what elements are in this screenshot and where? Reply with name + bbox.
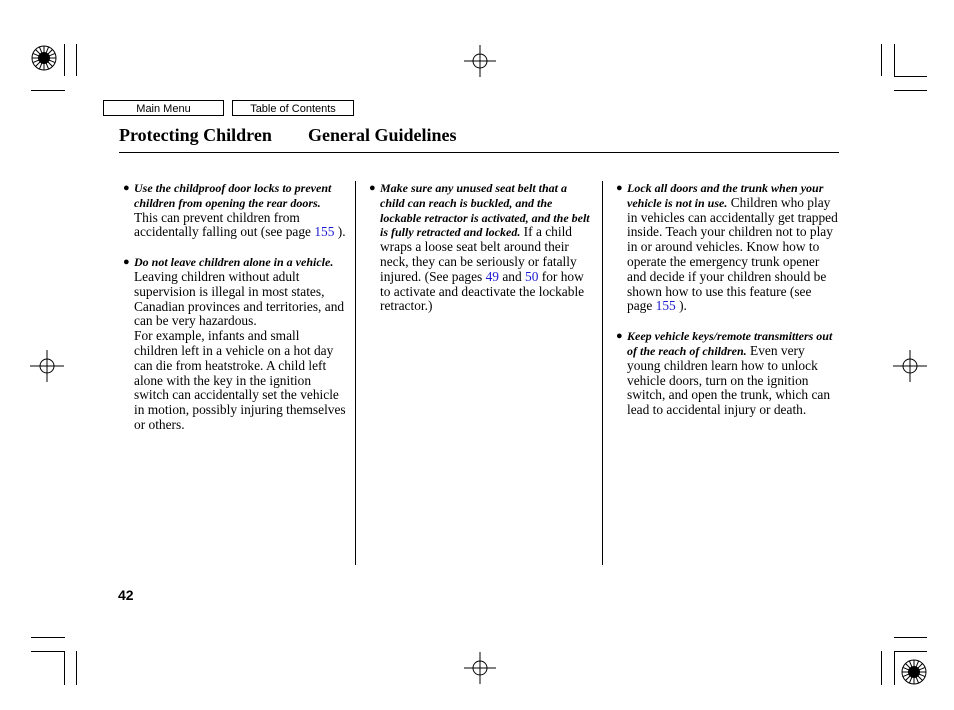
section-title: Protecting Children [119, 125, 272, 145]
list-item: ● Lock all doors and the trunk when your vehicle is not in use. Children who play in vehicles can accidentally get trapped inside. Teach your children not to play in or around vehicles. Know how to operate the emergency trunk opener and decide if your children should be shown how to use this feature (see page 155 ). [616, 181, 838, 314]
item-heading: Use the childproof door locks to prevent children from opening the rear doors. [134, 181, 332, 210]
column-2 [369, 181, 591, 314]
column-divider [355, 181, 356, 565]
subsection-title: General Guidelines [308, 125, 457, 145]
page-link-155[interactable]: 155 [314, 224, 335, 240]
item-heading: Do not leave children alone in a vehicle. [134, 255, 334, 270]
item-body: Children who play in vehicles can accidentally get trapped inside. Teach your children not to play in or around vehicles. Know how to operate the emergency trunk opener and decide if your children should be shown how to use this feature (see page [627, 194, 838, 314]
registration-target-icon [464, 652, 496, 684]
table-of-contents-button[interactable]: Table of Contents [232, 100, 354, 116]
item-body: Even very young children learn how to unlock vehicle doors, turn on the ignition switch, and open the trunk, which can lead to accidental injury or death. [627, 342, 831, 418]
page-link-50[interactable]: 50 [525, 268, 539, 284]
column-divider [602, 181, 603, 565]
list-item: ● Make sure any unused seat belt that a child can reach is buckled, and the lockable retractor is activated, and the belt is fully retracted and locked. If a child wraps a loose seat belt around their neck, they can be seriously or fatally injured. (See pages 49 and 50 for how to activate and deactivate the lockable retractor.) [369, 181, 590, 314]
registration-target-icon [30, 350, 64, 382]
page-link-49[interactable]: 49 [485, 268, 499, 284]
header-rule [119, 152, 839, 153]
page-link-155[interactable]: 155 [655, 298, 676, 314]
list-item: ● Keep vehicle keys/remote transmitters out of the reach of children. Even very young children learn how to unlock vehicle doors, turn on the ignition switch, and open the trunk, which can lead to accidental injury or death. [616, 329, 833, 418]
sunburst-mark-icon [31, 45, 57, 71]
item-extra-paragraph: For example, infants and small children left in a vehicle on a hot day can die from heatstroke. A child left alone with the key in the ignition switch can accidentally set the vehicle in motion, possibly injuring themselves or others. [134, 328, 346, 432]
list-item: ● Do not leave children alone in a vehicle. Leaving children without adult supervision is illegal in most states, Canadian provinces and territories, and can be very hazardous. [123, 255, 345, 329]
list-item: ● Use the childproof door locks to prevent children from opening the rear doors. This can prevent children from accidentally falling out (see page 155 ). [123, 181, 346, 240]
sunburst-mark-icon [901, 659, 927, 685]
registration-target-icon [464, 45, 496, 77]
item-body: If a child wraps a loose seat belt around their neck, they can be seriously or fatally injured. (See pages [380, 224, 577, 284]
item-body: This can prevent children from accidentally falling out (see page [134, 209, 315, 240]
item-body: Leaving children without adult supervision is illegal in most states, Canadian provinces and territories, and can be very hazardous. [134, 268, 345, 329]
item-heading: Make sure any unused seat belt that a child can reach is buckled, and the lockable retractor is activated, and the belt is fully retracted and locked. [380, 181, 590, 240]
registration-target-icon [893, 350, 927, 382]
item-heading: Keep vehicle keys/remote transmitters out of the reach of children. [627, 329, 833, 358]
column-1 [123, 181, 346, 433]
main-menu-button[interactable]: Main Menu [103, 100, 224, 116]
page-number: 42 [118, 587, 134, 603]
column-3 [616, 181, 840, 418]
item-heading: Lock all doors and the trunk when your vehicle is not in use. [627, 181, 824, 210]
